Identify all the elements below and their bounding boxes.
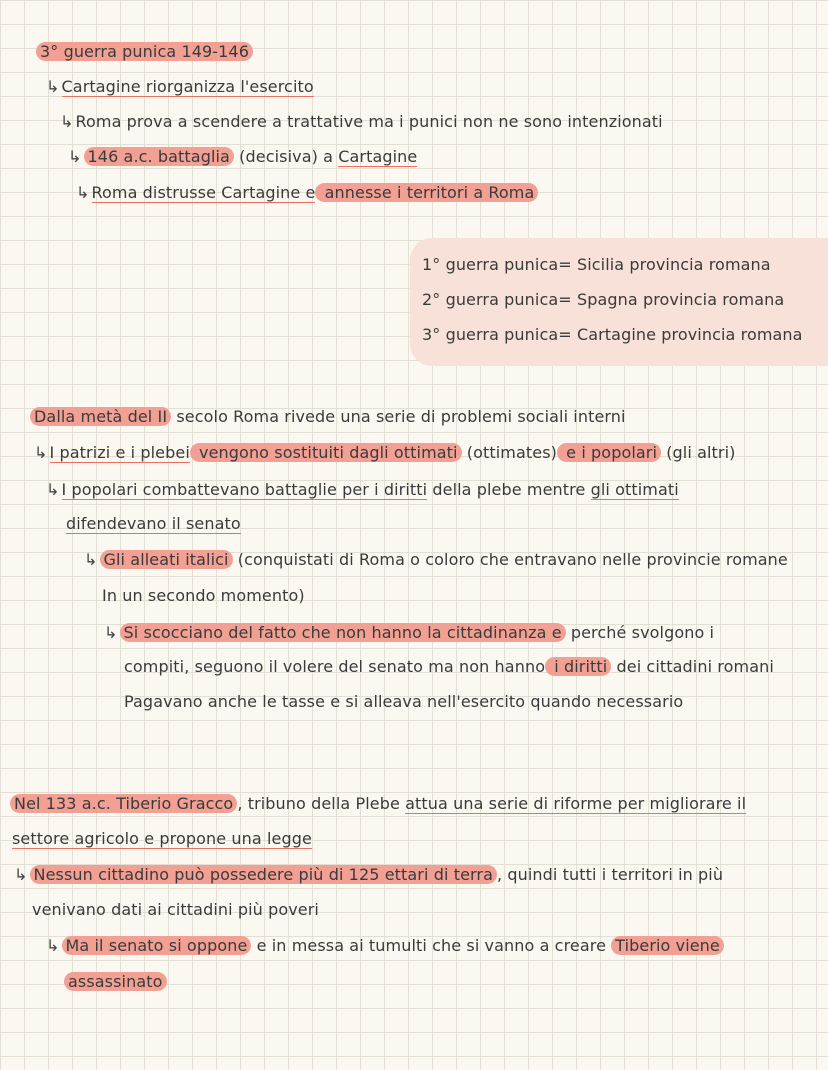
text: (decisiva) a	[233, 147, 339, 166]
note-line: Pagavano anche le tasse e si alleava nell'esercito quando necessario	[124, 692, 684, 711]
note-line: In un secondo momento)	[102, 586, 305, 605]
note-line: venivano dati ai cittadini più poveri	[32, 900, 319, 919]
arrow-icon: ↳	[14, 865, 28, 884]
text: (gli altri)	[661, 443, 736, 462]
note-line	[12, 828, 312, 850]
note-line	[14, 864, 723, 886]
text: (conquistati di Roma o coloro che entravano nelle provincie romane	[232, 550, 788, 569]
highlight: Si scocciano del fatto che non hanno la cittadinanza e	[120, 623, 566, 642]
summary-row: 3° guerra punica= Cartagine provincia romana	[422, 325, 803, 344]
note-line	[10, 793, 746, 815]
note-line	[46, 935, 724, 957]
arrow-icon: ↳	[84, 550, 98, 569]
text: , quindi tutti i territori in più	[497, 865, 724, 884]
note-line	[30, 406, 626, 428]
arrow-icon: ↳	[34, 443, 48, 462]
text: Roma prova a scendere a trattative ma i punici non ne sono intenzionati	[75, 112, 663, 131]
note-line	[64, 971, 167, 993]
arrow-icon: ↳	[104, 623, 118, 642]
underlined-text: attua una serie di riforme per migliorare il	[405, 794, 747, 813]
underlined-text: Roma distrusse Cartagine e	[91, 183, 316, 202]
highlight: annesse i territori a Roma	[315, 183, 538, 202]
note-line	[46, 479, 679, 501]
note-line	[60, 111, 663, 133]
arrow-icon: ↳	[46, 77, 60, 96]
highlight: 3° guerra punica 149-146	[36, 42, 253, 61]
arrow-icon: ↳	[68, 147, 82, 166]
highlight: Dalla metà del II	[30, 407, 171, 426]
underlined-text: gli ottimati	[590, 480, 679, 499]
text: , tribuno della Plebe	[237, 794, 406, 813]
note-line	[104, 622, 714, 644]
highlight: e i popolari	[557, 443, 661, 462]
note-line	[84, 549, 788, 571]
note-line	[124, 656, 774, 678]
highlight: assassinato	[64, 972, 167, 991]
highlight: vengono sostituiti dagli ottimati	[190, 443, 462, 462]
text: della plebe mentre	[427, 480, 591, 499]
arrow-icon: ↳	[46, 480, 60, 499]
note-line	[76, 182, 538, 204]
highlight: Nel 133 a.c. Tiberio Gracco	[10, 794, 237, 813]
text: compiti, seguono il volere del senato ma non hanno	[124, 657, 546, 676]
note-line	[46, 76, 314, 98]
highlight: 146 a.c. battaglia	[84, 147, 234, 166]
highlight: i diritti	[545, 657, 611, 676]
text: perché svolgono i	[565, 623, 715, 642]
note-line	[68, 146, 417, 168]
text: (ottimates)	[461, 443, 557, 462]
underlined-text: settore agricolo e propone una legge	[12, 829, 312, 848]
summary-row: 2° guerra punica= Spagna provincia romana	[422, 290, 785, 309]
underlined-text: Cartagine riorganizza l'esercito	[61, 77, 314, 96]
note-line	[66, 513, 241, 535]
text: e in messa ai tumulti che si vanno a creare	[251, 936, 612, 955]
arrow-icon: ↳	[46, 936, 60, 955]
arrow-icon: ↳	[60, 112, 74, 131]
highlight: Gli alleati italici	[100, 550, 233, 569]
underlined-text: Cartagine	[338, 147, 418, 166]
underlined-text: I popolari combattevano battaglie per i diritti	[61, 480, 428, 499]
heading-third-punic-war	[36, 41, 253, 63]
summary-row: 1° guerra punica= Sicilia provincia romana	[422, 255, 771, 274]
arrow-icon: ↳	[76, 183, 90, 202]
highlight: Ma il senato si oppone	[62, 936, 252, 955]
highlight: Nessun cittadino può possedere più di 125 ettari di terra	[30, 865, 497, 884]
highlight: Tiberio viene	[611, 936, 724, 955]
underlined-text: difendevano il senato	[66, 514, 241, 533]
note-line	[34, 442, 735, 464]
underlined-text: I patrizi e i plebei	[49, 443, 190, 462]
text: dei cittadini romani	[611, 657, 774, 676]
text: secolo Roma rivede una serie di problemi sociali interni	[171, 407, 626, 426]
